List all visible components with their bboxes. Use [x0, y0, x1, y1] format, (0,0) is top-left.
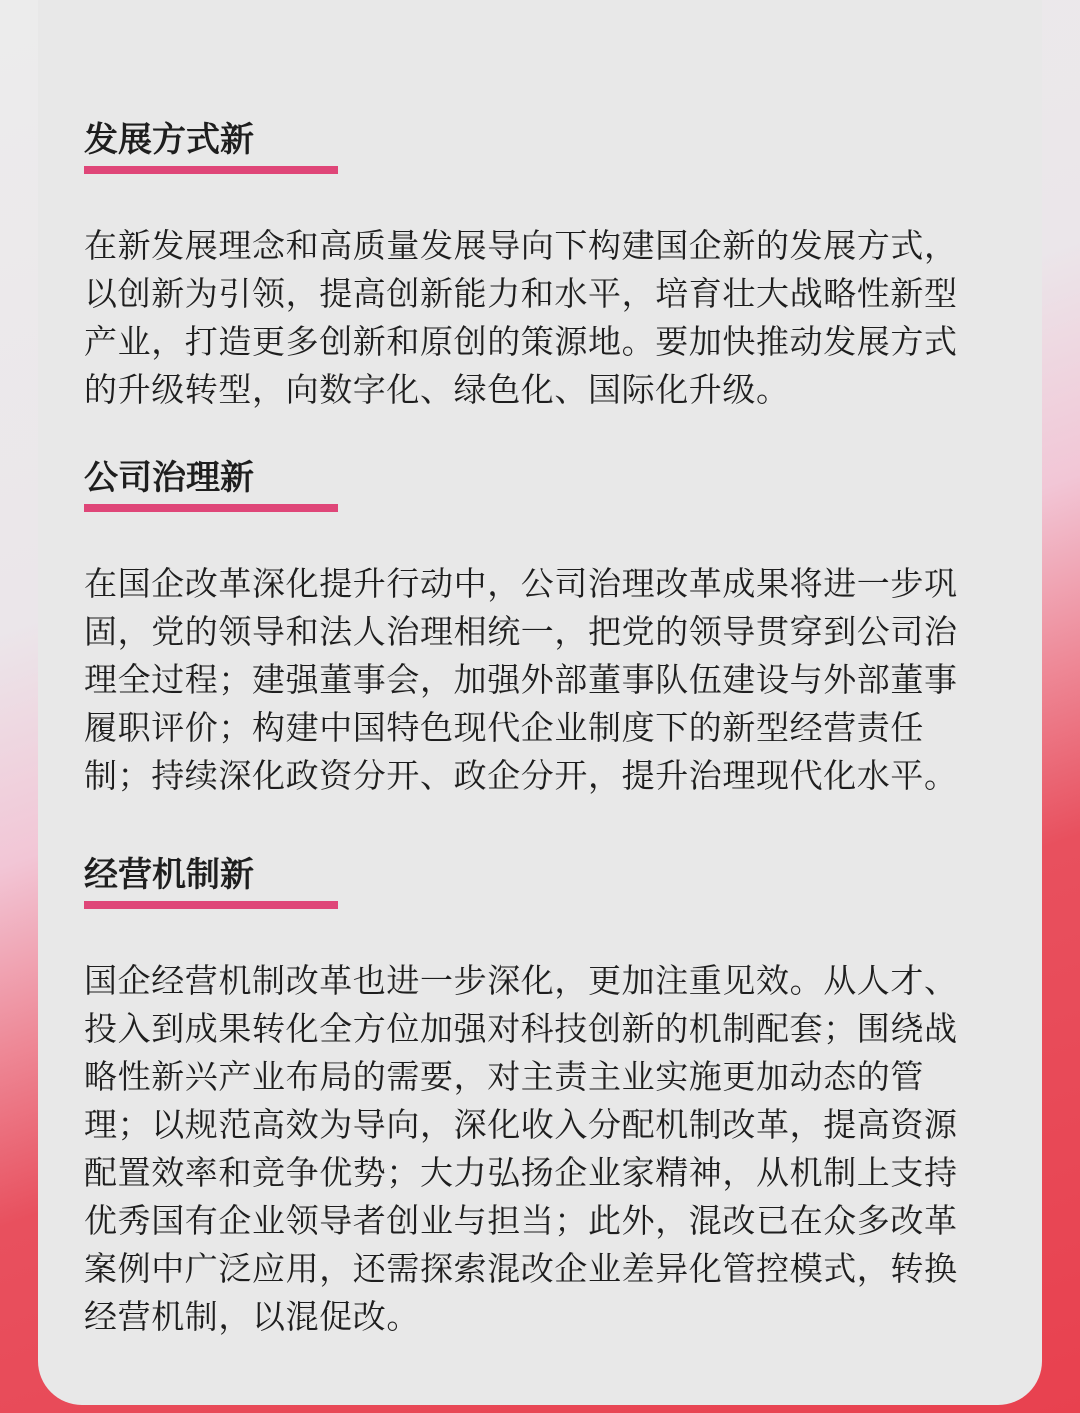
body-line: 的升级转型，向数字化、绿色化、国际化升级。: [84, 370, 790, 409]
body-line: 在国企改革深化提升行动中，公司治理改革成果将进一步巩: [84, 564, 958, 603]
body-line: 经营机制，以混促改。: [84, 1297, 420, 1336]
body-line: 履职评价；构建中国特色现代企业制度下的新型经营责任: [84, 708, 924, 747]
body-line: 固，党的领导和法人治理相统一，把党的领导贯穿到公司治: [84, 612, 958, 651]
body-line: 略性新兴产业布局的需要，对主责主业实施更加动态的管: [84, 1057, 924, 1096]
body-line: 理全过程；建强董事会，加强外部董事队伍建设与外部董事: [84, 660, 958, 699]
section-body: [84, 957, 1004, 1341]
section-heading: 公司治理新: [84, 458, 254, 498]
section-heading: 经营机制新: [84, 855, 254, 895]
body-line: 在新发展理念和高质量发展导向下构建国企新的发展方式，: [84, 226, 958, 265]
section-operating-mechanism: [84, 855, 1004, 1341]
body-line: 以创新为引领，提高创新能力和水平，培育壮大战略性新型: [84, 274, 958, 313]
body-line: 理；以规范高效为导向，深化收入分配机制改革，提高资源: [84, 1105, 958, 1144]
section-body: [84, 560, 1004, 800]
body-line: 优秀国有企业领导者创业与担当；此外，混改已在众多改革: [84, 1201, 958, 1240]
section-body: [84, 222, 1004, 414]
heading-underline: [84, 166, 338, 174]
body-line: 产业，打造更多创新和原创的策源地。要加快推动发展方式: [84, 322, 958, 361]
body-line: 制；持续深化政资分开、政企分开，提升治理现代化水平。: [84, 756, 958, 795]
section-heading: 发展方式新: [84, 120, 254, 160]
body-line: 投入到成果转化全方位加强对科技创新的机制配套；围绕战: [84, 1009, 958, 1048]
heading-underline: [84, 901, 338, 909]
body-line: 案例中广泛应用，还需探索混改企业差异化管控模式，转换: [84, 1249, 958, 1288]
section-corporate-governance: [84, 458, 1004, 800]
section-development-mode: [84, 120, 1004, 414]
body-line: 国企经营机制改革也进一步深化，更加注重见效。从人才、: [84, 961, 958, 1000]
body-line: 配置效率和竞争优势；大力弘扬企业家精神，从机制上支持: [84, 1153, 958, 1192]
heading-underline: [84, 504, 338, 512]
